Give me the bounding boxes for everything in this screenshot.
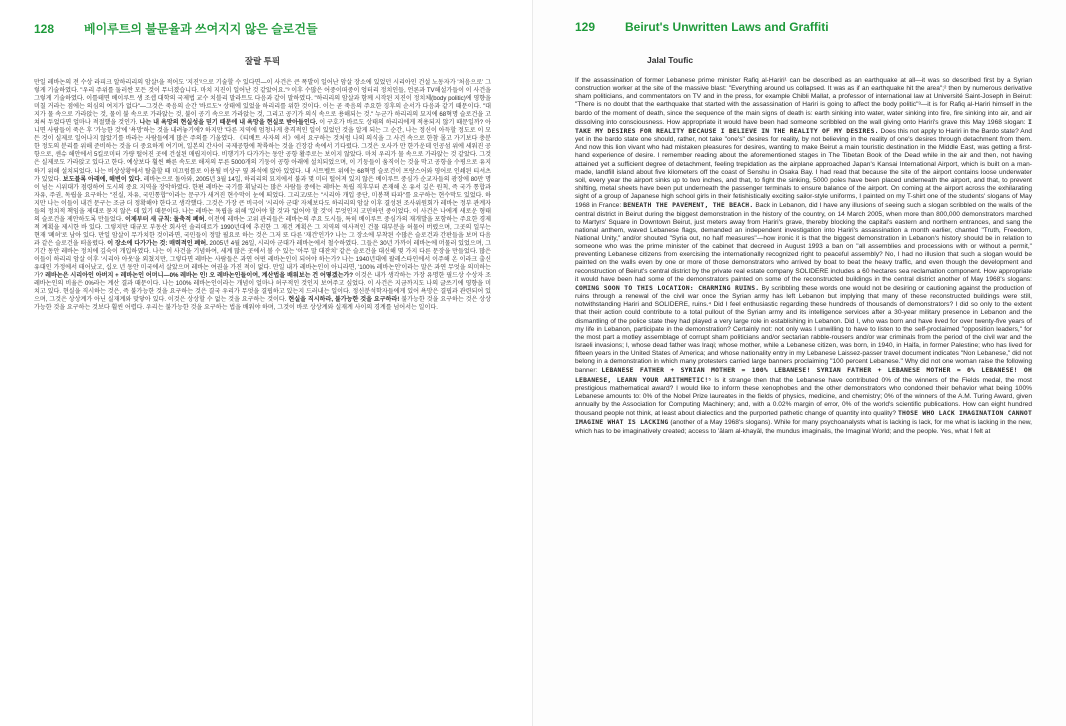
right-body-text: If the assassination of former Lebanese prime minister Rafiq al-Hariri¹ can be described as an earthquake at all—it was so described first by a Syrian construction worker at the site of the massive blast: "Everything around us collapsed. It was as if an earthquake hit the area";² then by numerous derivative sham politicians, and commentators on TV and in the press, for example Chibli Mallat, a professor of international law at Université Saint-Joseph in Beirut: "There is no doubt that the earthquake that started with the assassination of Hariri is going to affect the body politic"³—it is for Rafiq al-Hariri himself in the bardo of the moment of death, since the sequence of the main signs of death is: earth sinking into water, water sinking into fire, fire sinking into air, and air dissolving into consciousness. How appropriate it would have been had someone scribbled on the wall giving onto Hariri's grave this May 1968 slogan: (575, 77, 1032, 126)
right-body-paragraph (575, 77, 1032, 436)
graffiti-slogan: LEBANESE FATHER + SYRIAN MOTHER = 100% LEBANESE! SYRIAN FATHER + LEBANESE MOTHER = 0% LEBANESE! OH LEBANESE, LEARN YOUR ARITHMETIC! (575, 366, 1032, 384)
left-body-paragraph (34, 79, 491, 312)
left-body-slogan: 이제부터 새 규칙: 돌축적 폐허. (124, 215, 207, 223)
graffiti-slogan: BENEATH THE PAVEMENT, THE BEACH. (623, 201, 754, 210)
right-page-body (575, 77, 1032, 436)
right-body-text: Back in Lebanon, did I have any illusions of seeing such a slogan scribbled on the walls of the central district in Beirut during the biggest demonstration in the history of the country, on 14 March 2005, when more than 800,000 demonstrators marched to Martyrs' Square in Downtown Beirut, just meters away from Hariri's grave, thereby blocking the capital's eastern and northern entrances, and sang the national anthem, waved Lebanese flags, demanded an independent investigation into Hariri's assassination a month earlier, chanted "Truth, Freedom, National Unity," and/or shouted "Syria out, no half measures"—how ironic it is that the biggest demonstration in Lebanon's history should be in relation to someone who was the prime minister of the cabinet that decreed in August 1993 a ban on "all assemblies and processions with or without a permit," preventing Lebanese citizens from exercising the internationally recognized right to peaceful assembly? No, I had no illusion that such a slogan would be painted on the walls even by one or more of those demonstrators who arrived by boat to beat the heavy traffic, and even though the development and reconstruction of Beirut's central district by the private real estate company SOLIDERE includes a 60 hectares sea reclamation component. How appropriate it would have been had some of the demonstrators painted on some of the reconstructed buildings in the central district another of May 1968's slogans: (575, 202, 1032, 283)
graffiti-slogan: THOSE WHO LACK IMAGINATION CANNOT IMAGINE WHAT IS LACKING (575, 409, 1032, 427)
right-body-text: ⁵ Is it strange then that the Lebanese have contributed 0% of the winners of the Fields medal, the most prestigious mathematical award? I would like to inform these xenophobes and the other demonstrators who condoned their behavior what being 100% Lebanese amounts to: 0% of the Nobel Prize laureates in the fields of physics, medicine, and chemistry; 0% of the winners of the A.M. Turing Award, given annually by the Association for Computing Machinery; and, with a 0.02% margin of error, 0% of the world's scientific publications. How can eight hundred thousand people not think, at least about dialectics and the purported pathetic change of quantity into quality? (575, 376, 1032, 418)
left-body-slogan: 현실을 직시하라, 불가능한 것을 요구하라! (288, 296, 400, 304)
left-body-text: 이 구호가 바르도 상태의 하리리에게 적용되지 않기 때문일까? 아니면 사람들이 죽은 후 '가능한 것'에 '욕망'하는 것을 내려놓기에? 하지만 '다른 지역에 엄청나게 충격적인 일이 있었던 것을 알게 되는 그 순간, 나는 정신이 아득할 정도로 이 모든 것이 실제로 일어나지 않았기를 바라는 사람들에게 많은 주의를 기울였다. 《티베트 사자의 서》에서 요구하는 것처럼 나의 의식을 그 사건 속으로 한참 몰고 가기보다 충분한 정도의 분리를 위해 준비하는 것을 더 중요하게 여기며, 일본의 간사이 국제공항에 착륙하는 것을 긴장감 속에서 기다렸다. 그것은 오사카 만 한가운데 인공섬 위에 세워진 공항으로, 센슈 해안에서 5킬로미터 가량 떨어진 곳에 건설된 매립지이다. 비행기가 다가가는 동안 공항 활주로는 보이지 않았다. 마치 우리가 물 속으로 가라앉는 것 같았다. 그것은 실제로도 가라앉고 있다고 한다. 예상보다 훨씬 빠른 속도로 해저의 무른 5000개의 기둥이 공항 아래에 설치되었으며, 이 기둥들이 움직이는 것을 막고 공항을 수평으로 유지하기 위해 설치되었다. 나는 비상상황에서 탈출할 때 미끄럼틀로 이용될 비상구 옆 좌석에 앉아 있었다. 내 시트벨트 위에는 68혁명 슬로건이 프랑스어와 영어로 인쇄된 티셔츠가 있었다. (34, 119, 492, 183)
left-body-slogan: 보도블록 아래에, 해변이 있다. (62, 175, 142, 183)
left-body-text: 이전에 레바논 고위 관리들은 레바논의 주요 도시들, 특히 베이루트 중심가의 재개발을 포함하는 주요한 경제적 계획을 제시한 바 있다. 그렇지만 대규모 부동산 회사인 솔리데르가 1990년대에 추진한 그 재건 계획은 그 지역의 역사적인 건물 대부분을 허물어 버렸으며, 그곳의 일부는 현재 '폐허'로 남아 있다. 만일 암살이 무가치한 것이라면, 국민들이 정말 필요로 하는 것은 그저 또 다른 '재건'인가? 나는 그 장소에 부착된 수많은 슬로건과 간판들을 보며 다음과 같은 슬로건을 떠올렸다. (34, 215, 491, 247)
right-body-text: Does this not apply to Hariri in the Bardo state? And yet in the bardo state one should, rather, not take "one's" desires for reality, by not believing in the reality of one's desires through detachment from them. And now this lion vivant who had mistaken pleasures for desires, wanting to make Beirut a main touristic destination in the Middle East, was getting a first-hand experience of desire. I remember reading about the aforementioned stages in The Tibetan Book of the Dead while in the air and then, not having attained yet a sufficient degree of detachment, feeling trepidation as the airplane approached Japan's Kansai International Airport, which is built on a man-made, landfill island about five kilometers off the coast of Senshu in Osaka Bay. I had read that because the site of the airport contains loose underwater soil, every year the airport sinks up to two inches, and that, to fight the sinking, 5000 poles have been placed underneath the airport, and that, to prevent shifting, metal sheets have been put underneath the passenger terminals to ensure balance of the airport. On coming at the airport across the exhilarating sight of a group of Japanese high school girls in their fetishistically exciting sailor-style uniforms, I painted on my T-shirt one of the students' slogans of May 1968 in France: (575, 127, 1032, 210)
right-body-text: (another of a May 1968's slogans). While for many psychoanalysts what is lacking is lack, for me what is lacking in the new, which has to be imaginatively created; access to 'ālam al-khayāl, the mundus imaginalis, the Imaginal World; and the people. Yes, what I felt at (575, 419, 1032, 435)
right-page-header (575, 20, 1032, 36)
right-page-number: 129 (575, 20, 596, 34)
left-body-text: 이것은 내가 생각하는 가장 유명한 필드상 수상자 조 레바논인의 비율은 0%라는 계산 결과 때문이다. 나는 100% 레바논인이라는 개념이 얼마나 허구적인 것인지 보여주고 싶었다. 이 사건은 지금까지도 나의 글쓰기에 영향을 미치고 있다. 현실을 직시하는 것은, 즉 불가능한 것을 요구하는 것은 결국 우리가 무엇을 결핍하고 있는지 드러내는 일이다. 정신분석학자들에게 있어 욕망은 결핍과 관련되어 있으며, 그것은 상상계가 아닌 실재계와 맞닿아 있다. 이것은 상상할 수 없는 것을 요구하는 것이다. (34, 272, 491, 304)
left-page-author: 잘랄 투픽 (244, 56, 281, 66)
right-page (533, 0, 1066, 726)
left-body-text: 만일 레바논의 전 수상 라피크 알하리리의 암살¹을 적어도 '지진'²으로 기술할 수 있다면—이 사건은 큰 폭발이 일어난 암살 장소에 있었던 시리아인 건설 노동자가 '처음으로' 그렇게 기술하였다. "우리 주위를 둘러싼 모든 것이 무너졌습니다. 마치 지진이 일어난 것 같았어요."³ 이후 수많은 어중이떠중이 엉터리 정치인들, 언론과 TV해설가들이 이 사건을 그렇게 기술하였다. 이틀테면 베이루트 생 조셉 대학의 국제법 교수 치블리 말라트도 다음과 같이 말하였다. "하리리의 암살과 함께 시작된 지진이 정치체(body politic)에 영향을 미칠 거라는 점에는 의심의 여지가 없다"—그것은 죽음의 순간 '바르도'⁴ 상태에 있었을 하리리를 위한 것이다. 이는 곧 죽음의 주요한 징후의 순서가 다음과 같기 때문이다. "대지가 물 속으로 가라앉는 것, 물이 불 속으로 가라앉는 것, 불이 공기 속으로 가라앉는 것, 그리고 공기가 의식 속으로 용해되는 것." 누군가 하리리의 묘지에 68혁명 슬로건을 고쳐써 두었다면 얼마나 적절했을 것인가. (34, 79, 491, 127)
left-body-text: 2005년 4월 26일, 시리아 군대가 레바논에서 철수하였다. 그들은 30년 가까이 레바논에 머물러 있었으며, 그 기간 동안 레바논 정치에 깊숙이 개입하였다. 나는 이 사건을 기념하여, 세계 많은 곳에서 볼 수 있는 '아무 말 대잔치' 같은 슬로건을 대신해 몇 가지 다른 문장을 만들었다. 많은 이들이 하리리 암살 이후 '시리아 아웃'을 외쳤지만, 그렇다면 레바논 사람들은 과연 어떤 레바논인이 되어야 하는가? 나는 1940년대에 팔레스타인에서 이주해 온 이라크 출신 유대인 가정에서 태어났고, 십오 년 동안 미국에서 살았으며 레바논 여권을 가진 적이 없다. 만일 내가 레바논인이 아니라면, '100% 레바논인'이라는 말은 과연 무엇을 의미하는가? (34, 239, 491, 280)
right-page-author: Jalal Toufic (647, 55, 694, 65)
left-page-number: 128 (34, 22, 55, 36)
left-page-header (34, 20, 491, 36)
left-body-slogan: 나는 내 욕망의 현실성을 믿기 때문에 내 욕망을 현실로 받아들인다. (139, 119, 318, 127)
left-page-title: 베이루트의 불문율과 쓰여지지 않은 슬로건들 (84, 22, 318, 36)
graffiti-slogan: I TAKE MY DESIRES FOR REALITY BECAUSE I BELIEVE IN THE REALITY OF MY DESIRES. (575, 117, 1032, 135)
left-body-slogan: 이 장소에 다가가는 것: 매력적인 폐허. (107, 239, 208, 247)
left-body-text: 레바논으로 돌아와, 2005년 3월 14일, 하리리의 묘지에서 불과 몇 미터 떨어져 있지 않은 베이루트 중심가 순교자들의 광장에 80만 명이 넘는 시위대가 점령하여 도시의 중요 지역을 장악하였다. 한편 레바논 국기를 휘날리는 많은 사람들 중에는 레바논 독립 직후부터 존재해 온 유서 깊은 원칙, 즉 국가 통합과 자유, 주권, 독립을 요구하는 "진실, 자유, 국민통합"이라는 문구가 새겨진 현수막이 눈에 띄었다. 그리고/또는 "시리아 개입 중단, 미봉책 타파"를 요구하는 현수막도 있었다. 하지만 나는 이들이 내건 문구는 조금 더 정확해야 한다고 생각했다. 그것은 가장 큰 비극이 '시리아 군대' 자체보다도 하리리의 암살 이후 결성된 조사위원회가 레바논 정부 관계자들의 정치적 책임을 제대로 묻지 않은 데 있기 때문이다. 나는 레바논 독립을 위해 '있어야 할 것'과 '없어야 할 것'이 무엇인지 고민하던 중이었다. 이 사건은 나에게 새로운 형태의 슬로건을 제안하도록 만들었다. (34, 175, 492, 223)
right-body-text: By scribbling these words one would not be desiring or cautioning against the production of ruins through a renewal of the civil war once the Syrian army has left Lebanon but implying that many of these reconstructed buildings were still, notwithstanding Hariri and SOLIDERE, ruins.⁴ Did I feel enthusiastic regarding these hundreds of thousands of demonstrators? I did so only to the extent that their action could contribute to a total pullout of the Syrian army and its intelligence services after a 30-year military presence in Lebanon and the dismantling of the police state they had played a very large role in establishing in Lebanon. Did I, who was born and have lived for over twenty-five years of my life in Lebanon, participate in the demonstration? Certainly not: not only was I unwilling to have to listen to the self-proclaimed "opposition leaders," for the most part a motley assemblage of corrupt sham politicians and/or sectarian rabble-rousers and/or war criminals from the period of the civil war and the Israeli invasions; I, whose dead father was Iraqi; whose mother, while a Lebanese citizen, was born, in 1940, in Haifa, in former Palestine; who has lived for fifteen years in the United States of America; and whose nationality entry in my Lebanese Laissez-passer travel document indicates "Non Lebanese," did not belong in a demonstration in which many protesters carried large banners proclaiming "100 percent Lebanese." Why did not one woman raise the following banner: (575, 284, 1032, 375)
left-page-body (34, 79, 491, 312)
right-page-title: Beirut's Unwritten Laws and Graffiti (625, 20, 829, 34)
left-body-text: 불가능한 것을 요구하는 것은 상상 가능한 것을 요구하는 것보다 훨씬 어렵다. 우리는 불가능한 것을 요구하는 법을 배워야 하며, 그것이 바로 상상계와 실재계 사이의 경계를 넘어서는 일이다. (34, 296, 491, 312)
left-body-slogan: 레바논은 시리아인 아버지 + 레바논인 어머니—0% 레바논 인! 오 레바논인들이여, 계산법을 배워보는 건 어떻겠는가? (45, 272, 354, 280)
graffiti-slogan: COMING SOON TO THIS LOCATION: CHARMING RUINS. (575, 283, 760, 292)
